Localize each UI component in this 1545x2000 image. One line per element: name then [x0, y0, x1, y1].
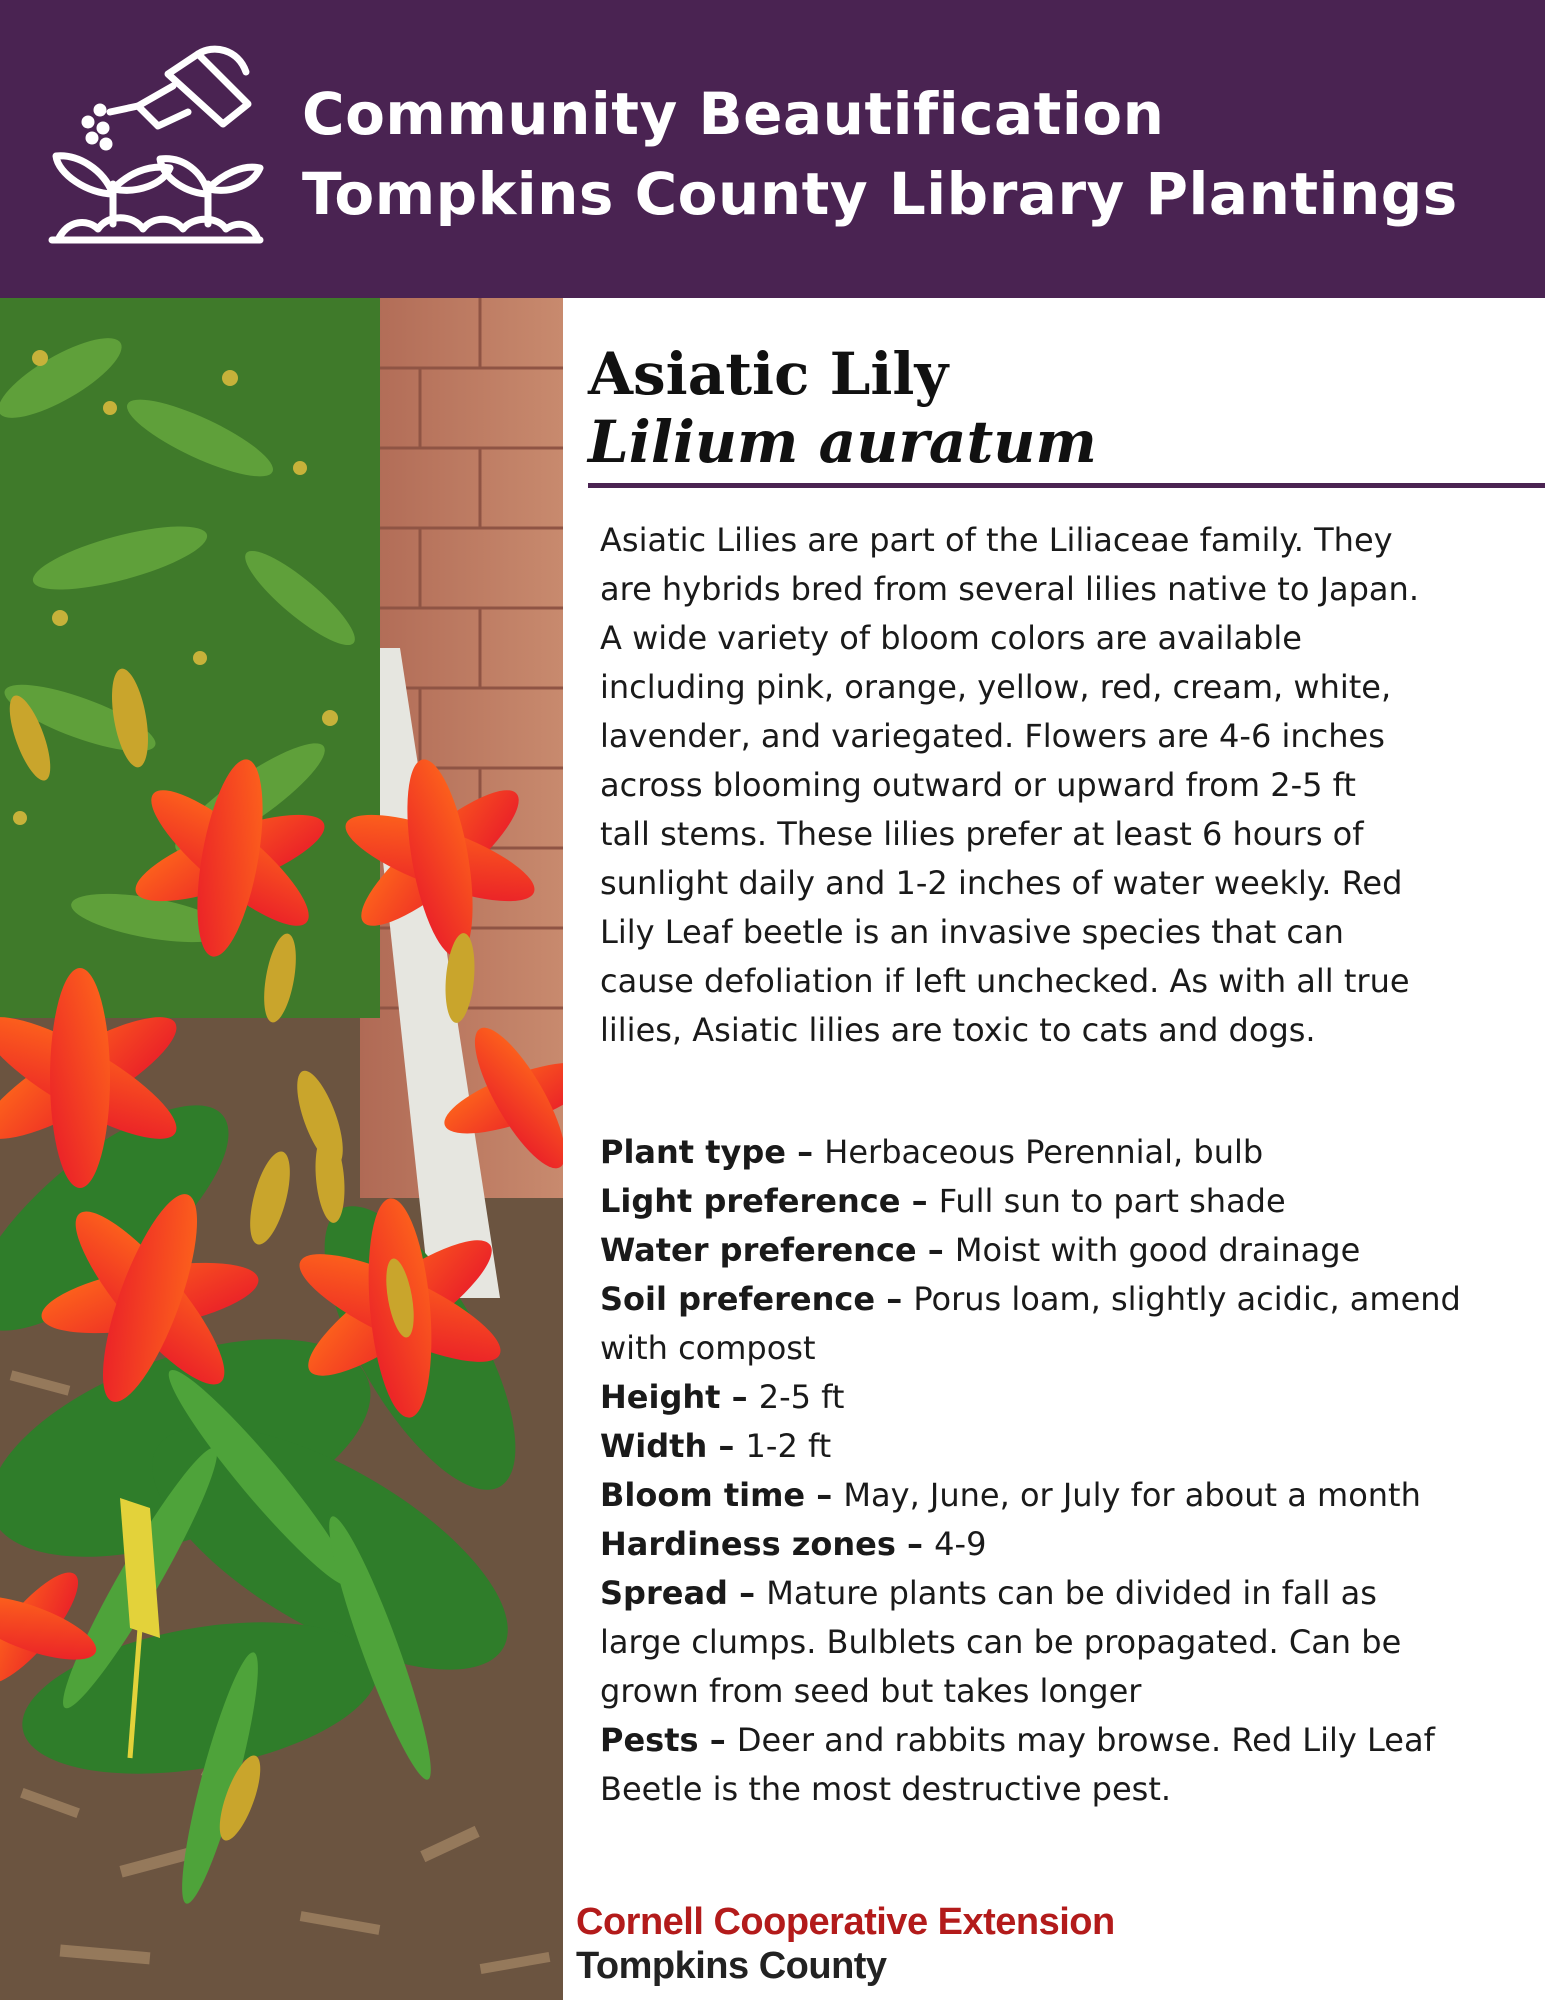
description-line: Lily Leaf beetle is an invasive species that can [600, 913, 1344, 951]
fact-value: Deer and rabbits may browse. Red Lily Leaf [736, 1721, 1435, 1759]
fact-label: Plant type – [600, 1133, 825, 1171]
fact-pests [600, 1716, 1530, 1765]
title-divider [588, 483, 1545, 488]
plant-common-name: Asiatic Lily [588, 340, 949, 408]
fact-label: Light preference – [600, 1182, 939, 1220]
fact-spread-cont: large clumps. Bulblets can be propagated. Can be [600, 1623, 1402, 1661]
description-line: tall stems. These lilies prefer at least 6 hours of [600, 815, 1364, 853]
fact-spread-cont: grown from seed but takes longer [600, 1672, 1142, 1710]
footer-county-name: Tompkins County [576, 1945, 887, 1987]
description-line: Asiatic Lilies are part of the Liliaceae family. They [600, 521, 1393, 559]
lily-photo [0, 298, 563, 2000]
fact-value: May, June, or July for about a month [843, 1476, 1421, 1514]
fact-spread [600, 1569, 1530, 1618]
fact-label: Soil preference – [600, 1280, 914, 1318]
description-line: lavender, and variegated. Flowers are 4-6 inches [600, 717, 1385, 755]
fact-label: Pests – [600, 1721, 737, 1759]
fact-label: Spread – [600, 1574, 767, 1612]
description-line: cause defoliation if left unchecked. As with all true [600, 962, 1410, 1000]
fact-hardiness-zones [600, 1520, 1530, 1569]
description-line: lilies, Asiatic lilies are toxic to cats and dogs. [600, 1011, 1316, 1049]
fact-label: Width – [600, 1427, 746, 1465]
plant-scientific-name: Lilium auratum [588, 408, 1097, 476]
description-line: across blooming outward or upward from 2-5 ft [600, 766, 1356, 804]
header-title-line1: Community Beautification [302, 80, 1165, 148]
fact-value: Full sun to part shade [938, 1182, 1286, 1220]
plant-description [600, 516, 1530, 1055]
fact-width [600, 1422, 1530, 1471]
header-title-line2: Tompkins County Library Plantings [302, 160, 1458, 228]
fact-label: Water preference – [600, 1231, 955, 1269]
fact-label: Height – [600, 1378, 759, 1416]
watering-can-seedlings-icon [48, 44, 264, 256]
fact-value: Moist with good drainage [954, 1231, 1361, 1269]
fact-soil-preference [600, 1275, 1530, 1324]
description-line: sunlight daily and 1-2 inches of water weekly. Red [600, 864, 1403, 902]
fact-pests-cont: Beetle is the most destructive pest. [600, 1770, 1172, 1808]
fact-label: Bloom time – [600, 1476, 844, 1514]
fact-bloom-time [600, 1471, 1530, 1520]
plant-facts-list [600, 1128, 1530, 1814]
fact-value: Porus loam, slightly acidic, amend [913, 1280, 1461, 1318]
fact-value: 1-2 ft [745, 1427, 832, 1465]
header-banner [0, 0, 1545, 298]
fact-soil-preference-cont: with compost [600, 1329, 816, 1367]
fact-label: Hardiness zones – [600, 1525, 935, 1563]
fact-height [600, 1373, 1530, 1422]
footer-org-name: Cornell Cooperative Extension [576, 1901, 1115, 1943]
fact-light-preference [600, 1177, 1530, 1226]
fact-value: 2-5 ft [758, 1378, 845, 1416]
fact-plant-type [600, 1128, 1530, 1177]
fact-value: Mature plants can be divided in fall as [766, 1574, 1377, 1612]
description-line: including pink, orange, yellow, red, cream, white, [600, 668, 1392, 706]
fact-value: 4-9 [934, 1525, 987, 1563]
description-line: A wide variety of bloom colors are available [600, 619, 1302, 657]
fact-value: Herbaceous Perennial, bulb [824, 1133, 1264, 1171]
fact-water-preference [600, 1226, 1530, 1275]
description-line: are hybrids bred from several lilies native to Japan. [600, 570, 1419, 608]
cce-logo [576, 1900, 1115, 1988]
